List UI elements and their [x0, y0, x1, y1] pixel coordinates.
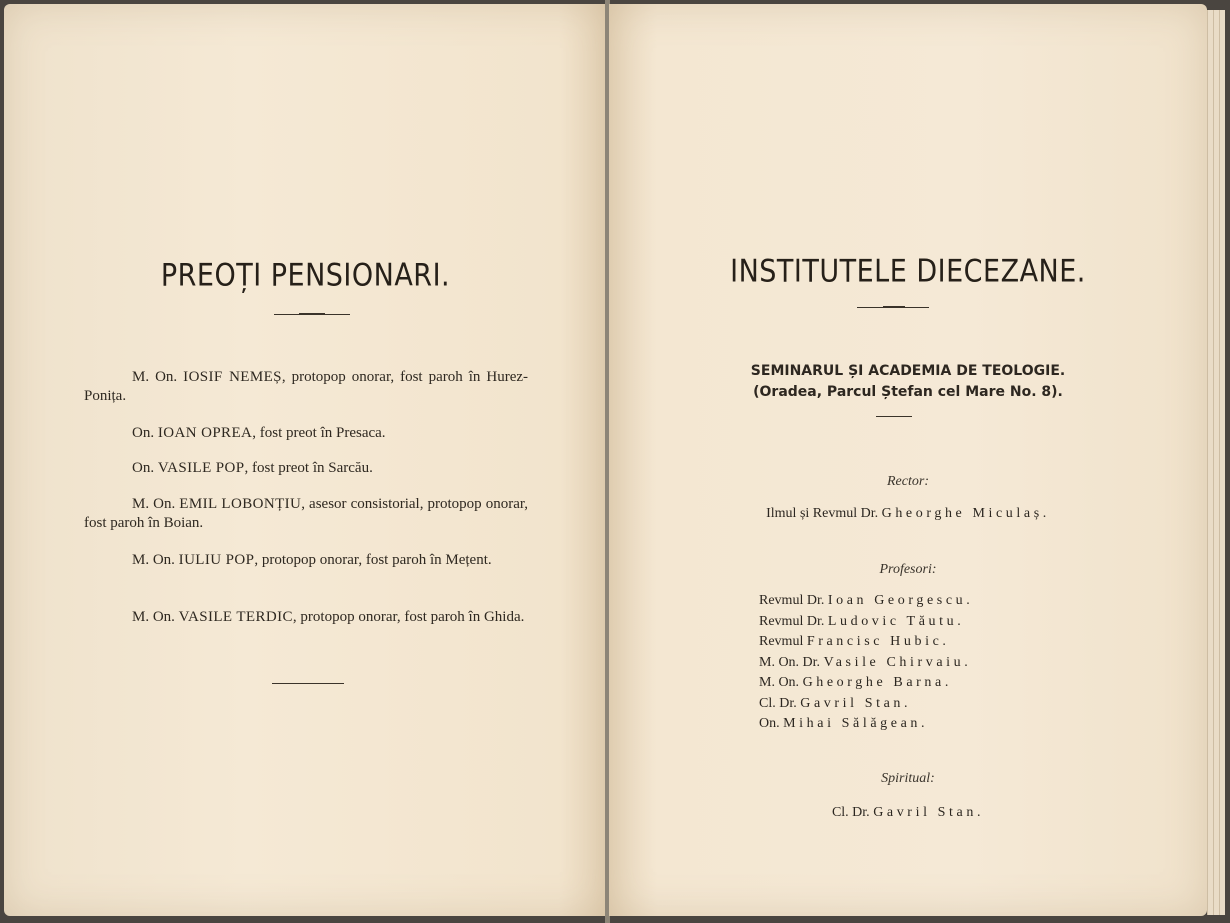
left-page: [4, 4, 607, 916]
left-page-title: PREOȚI PENSIONARI.: [160, 257, 451, 294]
institution-address: (Oradea, Parcul Ștefan cel Mare No. 8).: [753, 384, 1063, 400]
spiritual-heading: Spiritual:: [881, 771, 935, 786]
section-rule: [876, 416, 912, 417]
rector-line: Ilmul și Revmul Dr. Gheorghe Miculaș.: [766, 506, 1050, 521]
title-rule-center: [299, 313, 325, 315]
professors-heading: Profesori:: [879, 562, 937, 577]
spiritual-line: Cl. Dr. Gavril Stan.: [831, 805, 985, 820]
right-page-title: INSTITUTELE DIECEZANE.: [730, 253, 1086, 290]
pensioner-entry: M. On. EMIL LOBONȚIU, asesor consistorial, protopop onorar, fost paroh în Boian.: [84, 496, 529, 531]
title-rule-center: [883, 306, 905, 308]
institution-name: SEMINARUL ȘI ACADEMIA DE TEOLOGIE.: [750, 363, 1066, 379]
professor-entry: Cl. Dr. Gavril Stan.: [759, 695, 912, 711]
pensioner-entry: M. On. IOSIF NEMEȘ, protopop onorar, fost paroh în Hurez-Ponița.: [84, 369, 529, 404]
professor-entry: M. On. Gheorghe Barna.: [759, 675, 952, 690]
pensioner-entry: On. IOAN OPREA, fost preot în Presaca.: [132, 425, 386, 441]
page-edge: [1219, 10, 1225, 915]
professor-entry: Revmul Dr. Ioan Georgescu.: [759, 593, 974, 608]
professor-entry: On. Mihai Sălăgean.: [759, 716, 929, 731]
pensioner-entry: M. On. IULIU POP, protopop onorar, fost paroh în Mețent.: [132, 552, 492, 568]
end-rule: [272, 683, 344, 684]
professor-entry: Revmul Dr. Ludovic Tăutu.: [759, 613, 965, 629]
professors-list: [759, 591, 973, 735]
professor-entry: Revmul Francisc Hubic.: [759, 634, 950, 649]
professor-entry: M. On. Dr. Vasile Chirvaiu.: [759, 654, 972, 670]
pensioner-entry: On. VASILE POP, fost preot în Sarcău.: [132, 460, 373, 476]
rector-heading: Rector:: [887, 474, 929, 489]
pensioner-entry: M. On. VASILE TERDIC, protopop onorar, fost paroh în Ghida.: [132, 609, 525, 625]
